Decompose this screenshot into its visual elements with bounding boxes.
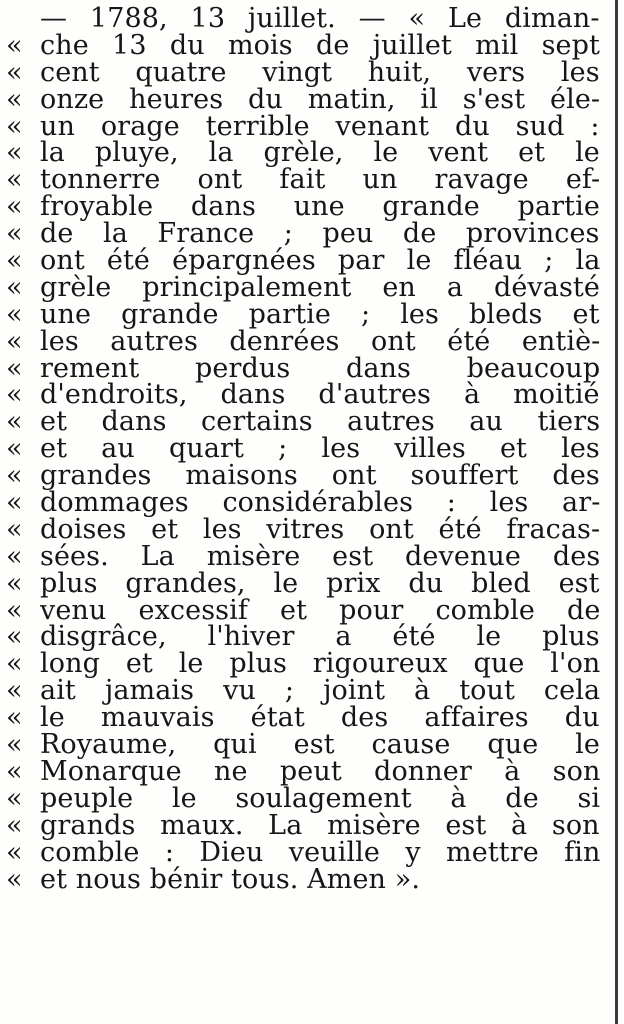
line-text: grandes maisons ont souffert des (40, 460, 600, 492)
line-text: ait jamais vu ; joint à tout cela (40, 675, 601, 707)
line-text: dommages considérables : les ar- (40, 487, 601, 519)
article-line (6, 621, 600, 653)
article-line (6, 675, 601, 707)
article-line (6, 729, 601, 761)
guillemet-mark: « (6, 567, 23, 599)
article-line (6, 271, 600, 303)
guillemet-mark: « (6, 487, 23, 519)
article-line (6, 702, 600, 734)
line-text: peuple le soulagement à de si (40, 782, 601, 814)
article-line (6, 540, 601, 572)
guillemet-mark: « (6, 245, 23, 277)
line-text: sées. La misère est devenue des (40, 540, 601, 572)
article-line (6, 782, 601, 814)
line-text: froyable dans une grande partie (40, 191, 600, 223)
article-line (6, 406, 601, 438)
line-text: une grande partie ; les bleds et (40, 298, 600, 330)
article-line (6, 433, 600, 465)
article-line (6, 137, 600, 169)
article-line (6, 218, 600, 250)
line-text: et dans certains autres au tiers (40, 406, 601, 438)
article-line (6, 83, 601, 115)
line-text: la pluye, la grèle, le vent et le (40, 137, 600, 169)
line-text: d'endroits, dans d'autres à moitié (40, 379, 600, 411)
line-text: che 13 du mois de juillet mil sept (40, 29, 600, 61)
article-line (6, 487, 601, 519)
line-text: un orage terrible venant du sud : (40, 110, 600, 142)
article-line (6, 809, 600, 841)
guillemet-mark: « (6, 137, 23, 169)
guillemet-mark: « (6, 702, 23, 734)
line-text: Royaume, qui est cause que le (40, 729, 601, 761)
guillemet-mark: « (6, 298, 23, 330)
line-text: long et le plus rigoureux que l'on (40, 648, 601, 680)
guillemet-mark: « (6, 218, 23, 250)
article-line (6, 298, 600, 330)
article-line (6, 460, 600, 492)
guillemet-mark: « (6, 56, 23, 88)
line-text: ont été épargnées par le fléau ; la (40, 245, 601, 277)
guillemet-mark: « (6, 621, 23, 653)
article-line (6, 863, 600, 895)
guillemet-mark: « (6, 271, 23, 303)
guillemet-mark: « (6, 433, 23, 465)
guillemet-mark: « (6, 352, 23, 384)
line-text: Monarque ne peut donner à son (40, 755, 601, 787)
line-text: comble : Dieu veuille y mettre fin (40, 836, 601, 868)
guillemet-mark: « (6, 325, 23, 357)
guillemet-mark: « (6, 379, 23, 411)
article-line (6, 379, 600, 411)
article-line (6, 836, 601, 868)
guillemet-mark: « (6, 675, 23, 707)
column-rule (615, 0, 618, 1024)
guillemet-mark: « (6, 83, 23, 115)
guillemet-mark: « (6, 460, 23, 492)
guillemet-mark: « (6, 594, 23, 626)
guillemet-mark: « (6, 836, 23, 868)
guillemet-mark: « (6, 648, 23, 680)
line-text: grands maux. La misère est à son (40, 809, 600, 841)
line-text: doises et les vitres ont été fracas- (40, 513, 601, 545)
article-line (6, 56, 600, 88)
article-line (6, 29, 600, 61)
guillemet-mark: « (6, 782, 23, 814)
line-text: cent quatre vingt huit, vers les (40, 56, 600, 88)
guillemet-mark: « (6, 809, 23, 841)
article-line (6, 191, 600, 223)
article-line (6, 594, 601, 626)
line-text: disgrâce, l'hiver a été le plus (40, 621, 600, 653)
guillemet-mark: « (6, 729, 23, 761)
line-text: et au quart ; les villes et les (40, 433, 600, 465)
line-text: rement perdus dans beaucoup (40, 352, 601, 384)
guillemet-mark: « (6, 29, 23, 61)
line-text: les autres denrées ont été entiè- (40, 325, 601, 357)
line-text: de la France ; peu de provinces (40, 218, 600, 250)
article-line (6, 513, 601, 545)
article-line (6, 110, 600, 142)
guillemet-mark: « (6, 164, 23, 196)
guillemet-mark: « (6, 540, 23, 572)
article-line (6, 164, 601, 196)
line-text: venu excessif et pour comble de (40, 594, 601, 626)
line-text: onze heures du matin, il s'est éle- (40, 83, 601, 115)
article-column (6, 3, 601, 895)
line-text: tonnerre ont fait un ravage ef- (40, 164, 601, 196)
line-text: — 1788, 13 juillet. — « Le diman- (40, 3, 600, 34)
line-text: plus grandes, le prix du bled est (40, 567, 600, 599)
line-text: grèle principalement en a dévasté (40, 271, 600, 303)
guillemet-mark: « (6, 191, 23, 223)
guillemet-mark: « (6, 406, 23, 438)
article-line (40, 3, 600, 34)
line-text: le mauvais état des affaires du (40, 702, 600, 734)
article-line (6, 755, 601, 787)
article-line (6, 352, 601, 384)
guillemet-mark: « (6, 863, 23, 895)
guillemet-mark: « (6, 110, 23, 142)
guillemet-mark: « (6, 755, 23, 787)
article-line (6, 325, 601, 357)
article-line (6, 245, 601, 277)
line-text: et nous bénir tous. Amen ». (40, 863, 421, 895)
article-line (6, 567, 600, 599)
guillemet-mark: « (6, 513, 23, 545)
article-line (6, 648, 601, 680)
